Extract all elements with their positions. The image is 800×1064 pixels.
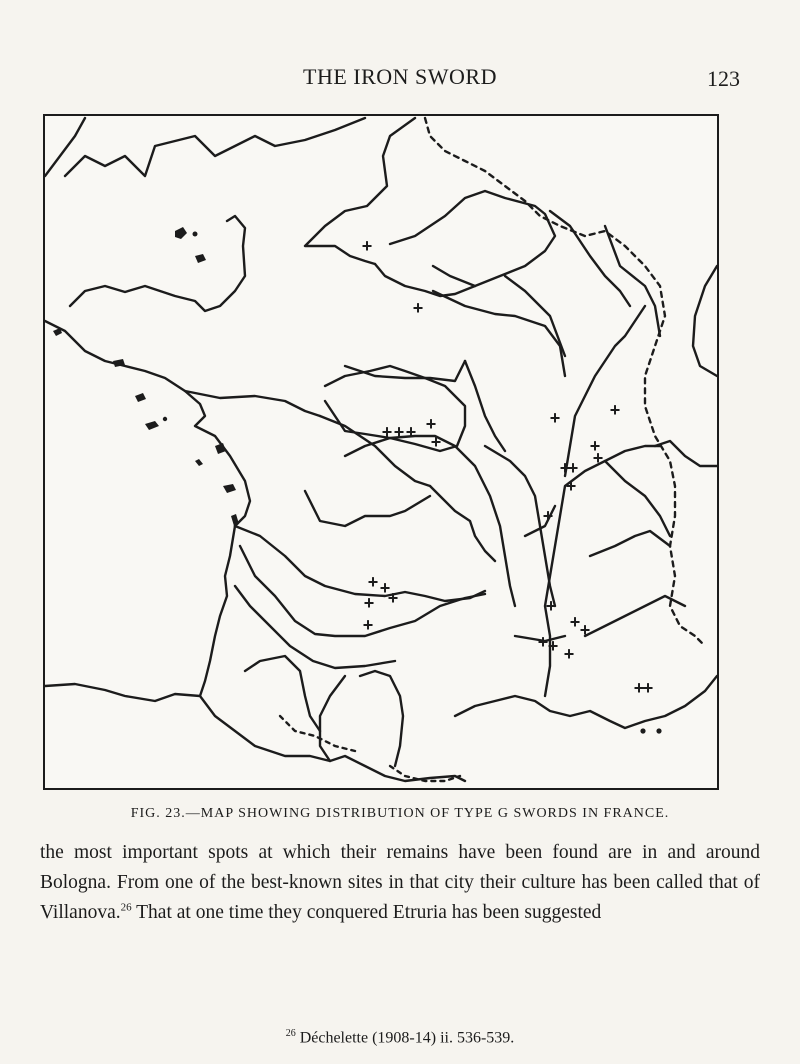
body-text (40, 838, 760, 928)
cher-river (430, 486, 495, 561)
normandy-coast-line (70, 216, 245, 311)
find-spot-marker: + (362, 615, 374, 635)
find-spot-marker: + (559, 458, 571, 478)
body-paragraph-continuation: That at one time they conquered Etruria has been suggested (136, 902, 602, 923)
channel-island-2 (193, 232, 198, 237)
channel-island-1 (175, 227, 187, 239)
find-spot-marker: + (363, 593, 375, 613)
find-spot-marker: + (381, 422, 393, 442)
find-spot-marker: + (563, 644, 575, 664)
breton-islet (163, 417, 167, 421)
oise-river (433, 266, 565, 356)
find-spot-marker: + (549, 408, 561, 428)
brittany-inland-line (185, 391, 320, 416)
find-spot-marker: + (567, 458, 579, 478)
france-map-figure (43, 114, 719, 790)
footnote-reference: 26 (120, 901, 132, 914)
saone-river (565, 306, 645, 476)
find-spot-marker: + (367, 572, 379, 592)
belle-ile (145, 421, 159, 430)
find-spot-marker: + (589, 436, 601, 456)
find-spot-marker: + (579, 620, 591, 640)
med-islet-1 (640, 728, 645, 733)
map-drawing (45, 116, 717, 788)
find-spot-marker: + (565, 476, 577, 496)
moselle-river (605, 226, 660, 336)
footnote-number: 26 (285, 1028, 296, 1039)
find-spot-marker: + (393, 422, 405, 442)
marne-river (433, 291, 565, 376)
body-paragraph (40, 838, 760, 928)
biscay-coast-line (200, 526, 235, 696)
rhone-east-2 (590, 531, 670, 556)
seine-river (375, 191, 555, 296)
noirmoutier-island (195, 459, 203, 466)
north-coast-line (45, 118, 365, 176)
rhone-river (542, 446, 660, 696)
breton-island-2 (135, 393, 146, 402)
find-spot-marker: + (425, 414, 437, 434)
oleron-island (231, 514, 239, 526)
footnote (0, 1028, 800, 1047)
find-spot-marker: + (545, 596, 557, 616)
page-number: 123 (707, 66, 740, 91)
tarn-river (360, 671, 403, 766)
channel-island-3 (195, 254, 206, 263)
find-spot-marker: + (633, 678, 645, 698)
find-spot-marker: + (569, 612, 581, 632)
lot-river (320, 676, 345, 761)
loire-river (235, 526, 485, 601)
find-spot-marker: + (430, 432, 442, 452)
eastern-edge-line (693, 266, 717, 376)
figure-caption: FIG. 23.—MAP SHOWING DISTRIBUTION OF TYPE G SWORDS IN FRANCE. (130, 806, 670, 821)
jura-line (655, 441, 717, 466)
find-spot-marker: + (361, 236, 373, 256)
body-paragraph-text: the most important spots at which their remains have been found are in and around Bologna. From one of the best-known sites in that city their culture has been called that of Villanova. (40, 842, 760, 923)
find-spot-marker: + (387, 588, 399, 608)
footnote-text: Déchelette (1908-14) ii. 536-539. (299, 1029, 515, 1047)
find-spot-marker: + (412, 298, 424, 318)
med-islet-2 (656, 728, 661, 733)
find-spot-marker: + (542, 506, 554, 526)
mediterranean-coast-line (455, 676, 717, 728)
find-spot-marker: + (592, 448, 604, 468)
rhone-east-1 (605, 461, 670, 536)
find-spot-marker: + (537, 632, 549, 652)
yeu-island (215, 443, 226, 454)
find-spot-marker: + (547, 636, 559, 656)
loire-tributary-2 (305, 491, 430, 526)
find-spot-marker: + (379, 578, 391, 598)
find-spot-marker: + (642, 678, 654, 698)
running-head (0, 64, 800, 94)
re-island (223, 484, 236, 493)
find-spot-marker: + (609, 400, 621, 420)
pyrenees-east-dashed (280, 716, 355, 751)
find-spot-marker: + (405, 422, 417, 442)
page-header-title: THE IRON SWORD (303, 64, 497, 89)
loire-outer-east (465, 361, 505, 451)
